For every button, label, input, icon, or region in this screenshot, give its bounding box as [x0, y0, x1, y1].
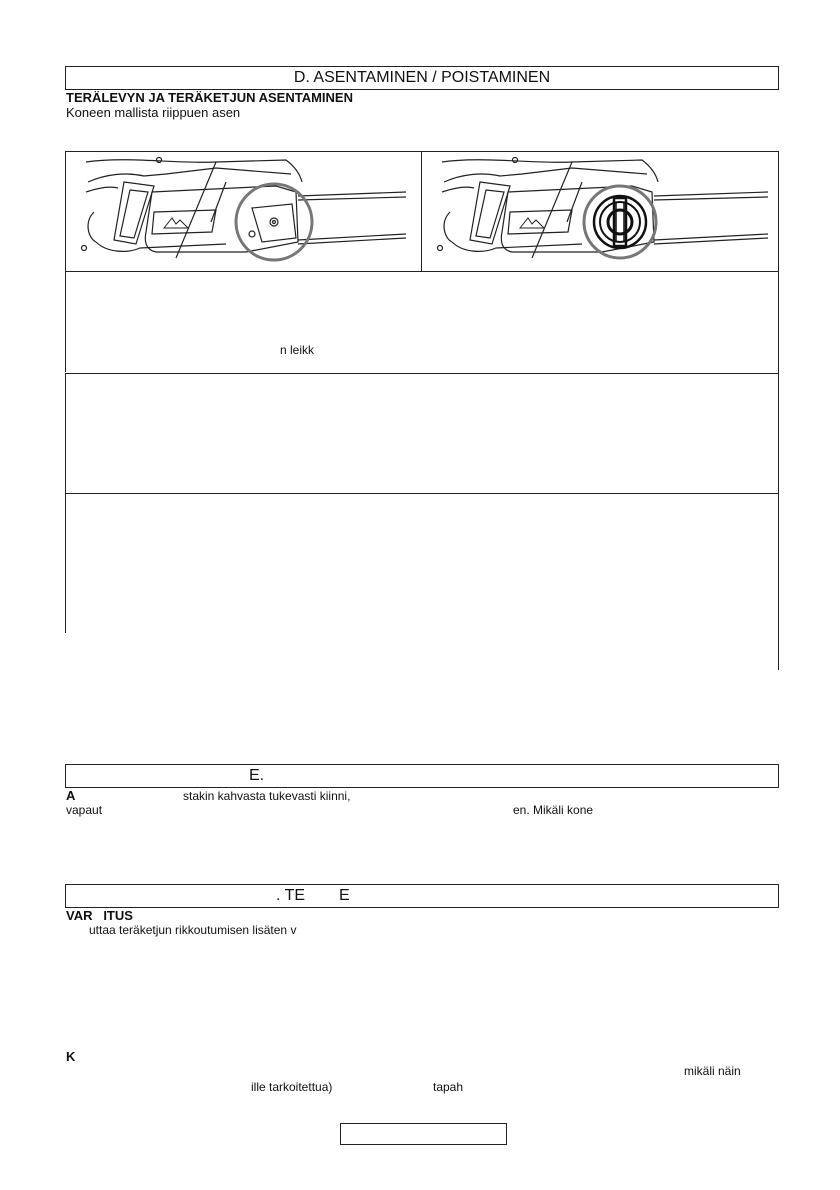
k-line2-a: ille tarkoitettua) [251, 1080, 333, 1094]
section-e-line2-a: vapaut [66, 803, 103, 817]
section-te-title-b: E [339, 887, 350, 904]
section-d-subtitle: TERÄLEVYN JA TERÄKETJUN ASENTAMINEN [66, 90, 353, 105]
k-line2-b: tapah [433, 1080, 464, 1094]
steps-left-border-1 [65, 272, 66, 372]
steps-right-border [778, 272, 779, 670]
step-divider-2 [65, 493, 779, 494]
steps-left-border-3 [65, 493, 66, 633]
step-1-text: n leikk [280, 343, 315, 357]
chainsaw-cover-open-sprocket-illustration [422, 152, 778, 271]
section-e-line1-a: A [66, 788, 76, 803]
section-d-title: D. ASENTAMINEN / POISTAMINEN [293, 69, 551, 86]
k-right-text: mikäli näin [684, 1064, 741, 1078]
section-te-title-box [65, 884, 779, 908]
section-e-title-box [65, 764, 779, 788]
warning-text: uttaa teräketjun rikkoutumisen lisäten v [89, 923, 297, 937]
steps-left-border-2 [65, 373, 66, 493]
k-label: K [66, 1049, 76, 1064]
section-e-line1-b: stakin kahvasta tukevasti kiinni, [183, 789, 351, 803]
section-d-title-box [65, 66, 779, 90]
page-number-box [340, 1123, 507, 1145]
chainsaw-cover-closed-illustration [66, 152, 420, 271]
section-d-intro: Koneen mallista riippuen asen [66, 105, 241, 120]
step-divider-1 [65, 373, 779, 374]
warning-label: VAR ITUS [66, 908, 133, 923]
section-e-title: E. [249, 767, 265, 784]
section-te-title-a: . TE [276, 887, 306, 904]
section-e-line2-b: en. Mikäli kone [513, 803, 594, 817]
